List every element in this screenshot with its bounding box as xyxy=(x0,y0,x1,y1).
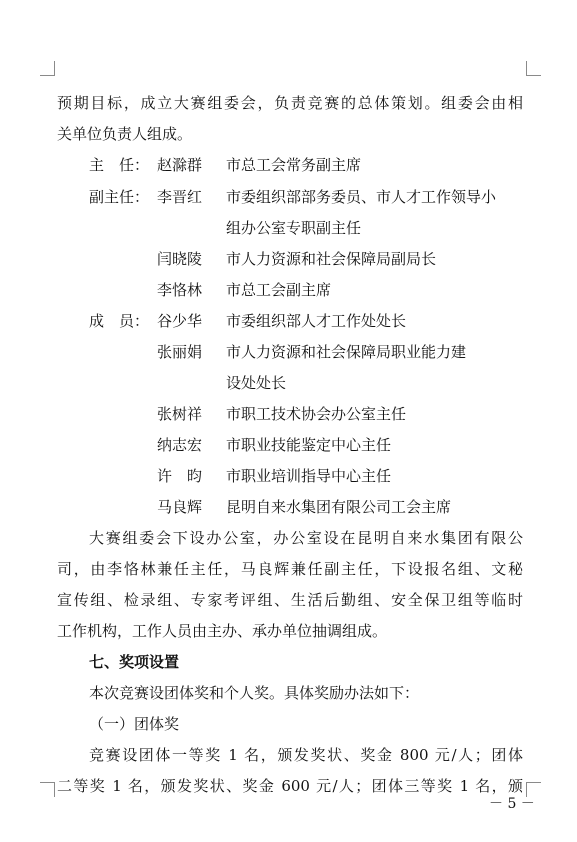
committee-name: 马良辉 xyxy=(157,498,203,516)
committee-post: 市人力资源和社会保障局职业能力建 xyxy=(226,343,467,361)
crop-mark-bottom-left xyxy=(40,782,55,797)
committee-post: 市职业培训指导中心主任 xyxy=(226,467,392,485)
paragraph-line: 竞赛设团体一等奖 1 名，颁发奖状、奖金 800 元/人；团体 xyxy=(89,746,523,764)
committee-post: 市总工会常务副主席 xyxy=(226,156,362,174)
paragraph-line: 二等奖 1 名，颁发奖状、奖金 600 元/人；团体三等奖 1 名，颁 xyxy=(57,777,523,795)
paragraph-line: 大赛组委会下设办公室，办公室设在昆明自来水集团有限公 xyxy=(89,529,523,547)
committee-name: 许 昀 xyxy=(157,467,203,485)
committee-role: 成 员： xyxy=(89,312,150,330)
intro-line: 预期目标，成立大赛组委会，负责竞赛的总体策划。组委会由相 xyxy=(57,94,523,112)
committee-name: 闫晓陵 xyxy=(157,250,203,268)
committee-post: 市职业技能鉴定中心主任 xyxy=(226,436,392,454)
committee-name: 赵滁群 xyxy=(157,156,203,174)
paragraph-line: 宣传组、检录组、专家考评组、生活后勤组、安全保卫组等临时 xyxy=(57,591,523,609)
committee-role: 主 任： xyxy=(89,156,150,174)
paragraph-line: 司，由李恪林兼任主任，马良辉兼任副主任，下设报名组、文秘 xyxy=(57,560,523,578)
subsection-heading: （一）团体奖 xyxy=(89,715,180,733)
committee-post: 组办公室专职副主任 xyxy=(226,219,362,237)
committee-name: 纳志宏 xyxy=(157,436,203,454)
committee-name: 李晋红 xyxy=(157,188,203,206)
committee-name: 谷少华 xyxy=(157,312,203,330)
intro-line: 关单位负责人组成。 xyxy=(57,125,193,143)
section-intro: 本次竞赛设团体奖和个人奖。具体奖励办法如下： xyxy=(89,684,420,702)
committee-name: 张树祥 xyxy=(157,405,203,423)
crop-mark-top-left xyxy=(40,61,55,76)
committee-post: 市人力资源和社会保障局副局长 xyxy=(226,250,437,268)
paragraph-line: 工作机构，工作人员由主办、承办单位抽调组成。 xyxy=(57,622,388,640)
committee-post: 设处处长 xyxy=(226,374,287,392)
committee-name: 张丽娟 xyxy=(157,343,203,361)
committee-name: 李恪林 xyxy=(157,281,203,299)
committee-post: 市委组织部人才工作处处长 xyxy=(226,312,407,330)
committee-post: 昆明自来水集团有限公司工会主席 xyxy=(226,498,452,516)
committee-post: 市委组织部部务委员、市人才工作领导小 xyxy=(226,188,497,206)
committee-post: 市职工技术协会办公室主任 xyxy=(226,405,407,423)
page-number: － 5 － xyxy=(489,796,535,812)
crop-mark-top-right xyxy=(526,61,541,76)
section-heading: 七、奖项设置 xyxy=(89,653,180,671)
committee-post: 市总工会副主席 xyxy=(226,281,332,299)
committee-role: 副主任： xyxy=(89,188,150,206)
